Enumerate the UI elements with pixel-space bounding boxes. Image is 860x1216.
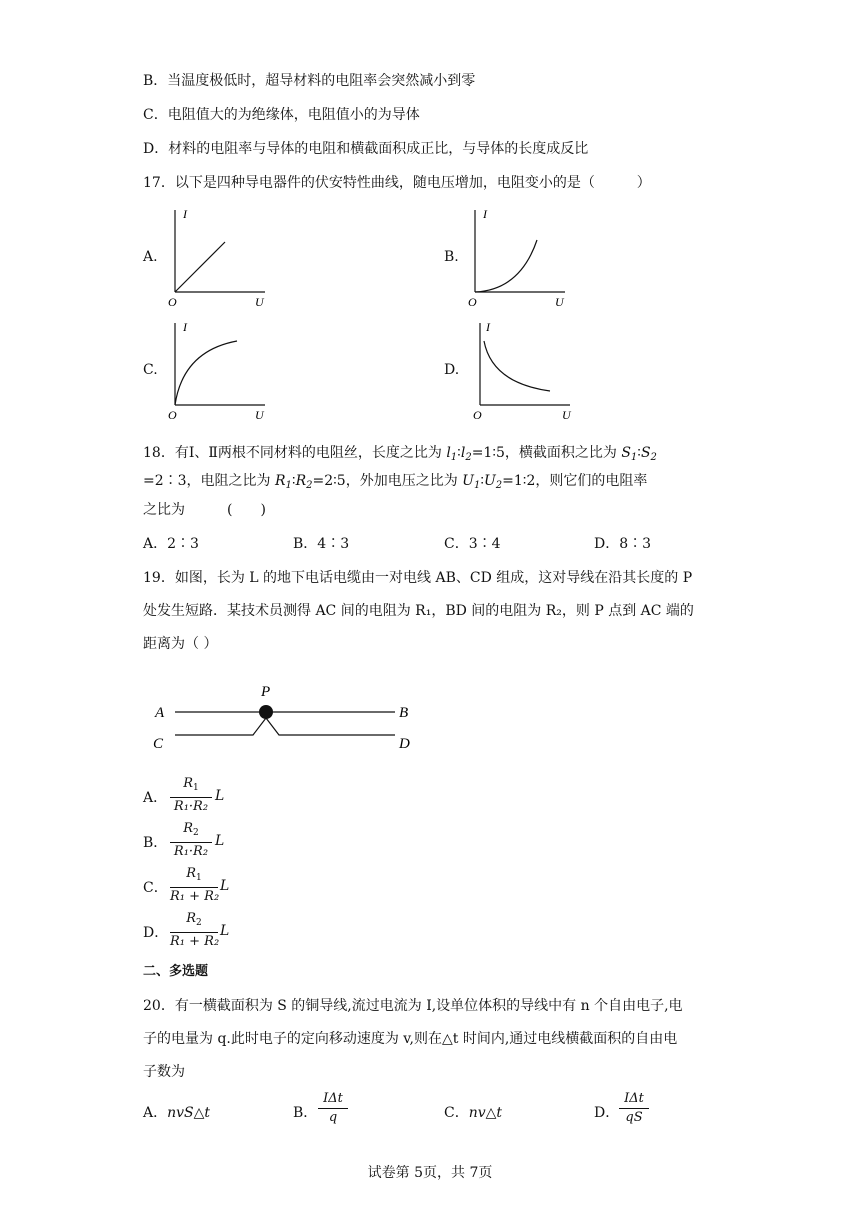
q17-label-a: A. xyxy=(143,249,158,265)
q17-label-b: B. xyxy=(444,249,459,265)
q17-label-c: C. xyxy=(143,362,158,378)
q20-option-a: A．nvS△t xyxy=(143,1105,211,1121)
q19-line1: 19．如图，长为 L 的地下电话电缆由一对电线 AB、CD 组成，这对导线在沿其长度的 P xyxy=(143,570,693,586)
q18-option-b: B．4∶3 xyxy=(293,536,350,552)
graph-a-axis-i: I xyxy=(183,207,187,221)
graph-b-axis-i: I xyxy=(483,207,487,221)
short-point-p xyxy=(259,705,273,719)
q19-option-d-tail: L xyxy=(220,923,230,939)
graph-c-origin: O xyxy=(168,408,177,422)
label-b: B xyxy=(399,705,409,721)
graph-c-axis-i: I xyxy=(183,320,187,334)
label-c: C xyxy=(153,736,164,752)
graph-b xyxy=(465,200,575,310)
q18-line1: 18．有Ⅰ、Ⅱ两根不同材料的电阻丝，长度之比为 $l_1∶l_2=1∶5$，横截面积之比为 $S_1∶S_2$ xyxy=(143,445,657,463)
q19-option-c-label: C． xyxy=(143,880,168,896)
graph-a xyxy=(165,200,275,310)
q20-option-b-fraction: IΔt q xyxy=(318,1091,348,1126)
q19-option-c-tail: L xyxy=(220,878,230,894)
graph-d-axis-u: U xyxy=(562,408,571,422)
q19-option-a-fraction: $R_1$ R₁·R₂ xyxy=(170,776,212,815)
q16-option-b: B．当温度极低时，超导材料的电阻率会突然减小到零 xyxy=(143,73,476,89)
q19-option-a-tail: L xyxy=(215,788,225,804)
graph-c-curve xyxy=(175,341,237,405)
graph-c-axis-u: U xyxy=(255,408,264,422)
q17-stem: 17．以下是四种导电器件的伏安特性曲线，随电压增加，电阻变小的是（ ） xyxy=(143,175,651,191)
q19-option-d-label: D． xyxy=(143,925,169,941)
q19-line3: 距离为（ ） xyxy=(143,636,218,652)
cable-diagram xyxy=(145,676,425,756)
graph-b-curve xyxy=(475,240,537,292)
q18-line2: =2∶3，电阻之比为 $R_1∶R_2=2∶5$，外加电压之比为 $U_1∶U_2=1∶2$，则它们的电阻率 xyxy=(143,473,648,491)
q18-line3: 之比为 ( ) xyxy=(143,502,266,518)
label-d: D xyxy=(399,736,410,752)
graph-c xyxy=(165,313,275,423)
graph-a-axis-u: U xyxy=(255,295,264,309)
graph-a-curve xyxy=(175,242,225,292)
q19-line2: 处发生短路．某技术员测得 AC 间的电阻为 R₁，BD 间的电阻为 R₂，则 P 点到 AC 端的 xyxy=(143,603,694,619)
q20-option-d-label: D． xyxy=(594,1105,620,1121)
q16-option-d: D．材料的电阻率与导体的电阻和横截面积成正比，与导体的长度成反比 xyxy=(143,141,589,157)
graph-a-origin: O xyxy=(168,295,177,309)
q20-line2: 子的电量为 q.此时电子的定向移动速度为 v,则在△t 时间内,通过电线横截面积的自由电 xyxy=(143,1031,678,1047)
q19-option-b-tail: L xyxy=(215,833,225,849)
q18-option-a: A．2∶3 xyxy=(143,536,199,552)
section-heading-multi-choice: 二、多选题 xyxy=(143,964,209,979)
graph-d-curve xyxy=(484,341,550,391)
q17-label-d: D. xyxy=(444,362,460,378)
graph-b-origin: O xyxy=(468,295,477,309)
graph-d xyxy=(470,313,580,423)
q18-option-d: D．8∶3 xyxy=(594,536,652,552)
q19-option-a-label: A． xyxy=(143,790,168,806)
label-a: A xyxy=(155,705,165,721)
q20-option-c: C．nv△t xyxy=(444,1105,503,1121)
q19-option-d-fraction: $R_2$ R₁ + R₂ xyxy=(170,911,220,949)
q18-option-c: C．3∶4 xyxy=(444,536,501,552)
q20-line1: 20．有一横截面积为 S 的铜导线,流过电流为 I,设单位体积的导线中有 n 个自由电子,电 xyxy=(143,998,683,1014)
label-p: P xyxy=(261,684,271,700)
wire-cd xyxy=(175,718,395,735)
q19-option-b-fraction: $R_2$ R₁·R₂ xyxy=(170,821,212,860)
q19-option-b-label: B． xyxy=(143,835,168,851)
q20-option-d-fraction: IΔt qS xyxy=(619,1091,649,1126)
q19-option-c-fraction: $R_1$ R₁ + R₂ xyxy=(170,866,220,904)
graph-b-axis-u: U xyxy=(555,295,564,309)
q20-line3: 子数为 xyxy=(143,1064,185,1080)
q16-option-c: C．电阻值大的为绝缘体，电阻值小的为导体 xyxy=(143,107,420,123)
graph-d-origin: O xyxy=(473,408,482,422)
q20-option-b-label: B． xyxy=(293,1105,318,1121)
graph-d-axis-i: I xyxy=(486,320,490,334)
page-footer: 试卷第 5页，共 7页 xyxy=(367,1165,493,1181)
